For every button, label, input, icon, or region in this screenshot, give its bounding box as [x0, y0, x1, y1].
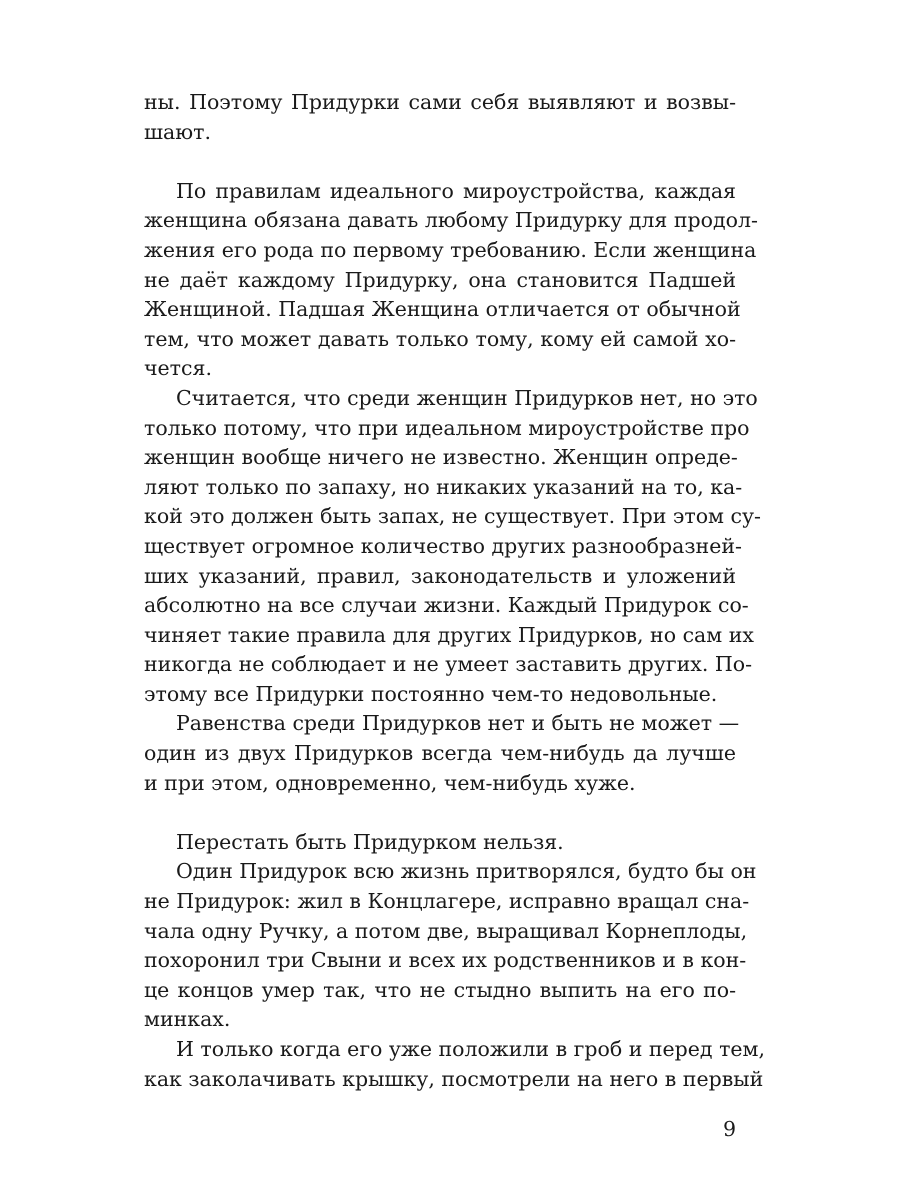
text-line: не Придурок: жил в Концлагере, исправно вращал сна-	[144, 889, 750, 914]
text-line: ших указаний, правил, законодательств и уложений	[144, 563, 736, 588]
text-line: Равенства среди Придурков нет и быть не может —	[176, 711, 740, 736]
paragraph	[144, 828, 736, 858]
text-line: ществует огромное количество других разнообразней-	[144, 533, 742, 558]
text-line: Женщиной. Падшая Женщина отличается от обычной	[144, 297, 741, 322]
paragraph	[144, 1035, 766, 1094]
text-line: И только когда его уже положили в гроб и перед тем,	[176, 1037, 766, 1061]
text-line: не даёт каждому Придурку, она становится Падшей	[144, 267, 736, 292]
text-line: этому все Придурки постоянно чем-то недовольные.	[144, 681, 718, 706]
paragraph	[144, 177, 758, 384]
text-line: только потому, что при идеальном мироустройстве про	[144, 415, 750, 440]
body-text	[144, 88, 766, 1094]
section-break	[144, 798, 736, 828]
page-number: 9	[722, 1117, 736, 1141]
text-line: женщин вообще ничего не известно. Женщин опреде-	[144, 445, 738, 470]
text-line: Перестать быть Придурком нельзя.	[176, 829, 564, 854]
text-line: никогда не соблюдает и не умеет заставить других. По-	[144, 652, 753, 677]
text-line: ны. Поэтому Придурки сами себя выявляют и возвы-	[144, 90, 736, 114]
section-break	[144, 147, 736, 177]
text-line: похоронил три Свыни и всех их родственников и в кон-	[144, 948, 747, 973]
text-line: чала одну Ручку, а потом две, выращивал Корнеплоды,	[144, 918, 748, 943]
text-line: и при этом, одновременно, чем-нибудь хуже.	[144, 770, 636, 795]
text-line: Считается, что среди женщин Придурков нет, но это	[176, 385, 758, 410]
text-line: тем, что может давать только тому, кому ей самой хо-	[144, 326, 736, 351]
paragraph	[144, 384, 761, 710]
text-line: один из двух Придурков всегда чем-нибудь да лучше	[144, 741, 736, 766]
paragraph	[144, 709, 740, 798]
text-line: как заколачивать крышку, посмотрели на него в первый	[144, 1066, 764, 1091]
text-line: чется.	[144, 356, 212, 381]
paragraph	[144, 88, 736, 147]
text-line: кой это должен быть запах, не существует. При этом су-	[144, 504, 761, 529]
text-line: чиняет такие правила для других Придурков, но сам их	[144, 622, 754, 647]
text-line: По правилам идеального мироустройства, каждая	[176, 178, 736, 203]
text-line: ляют только по запаху, но никаких указаний на то, ка-	[144, 474, 743, 499]
text-line: Один Придурок всю жизнь притворялся, будто бы он	[176, 859, 757, 884]
text-line: минках.	[144, 1007, 231, 1032]
text-line: шают.	[144, 119, 211, 144]
text-line: жения его рода по первому требованию. Если женщина	[144, 237, 757, 262]
text-line: абсолютно на все случаи жизни. Каждый Придурок со-	[144, 593, 749, 618]
text-line: це концов умер так, что не стыдно выпить на его по-	[144, 977, 736, 1002]
text-line: женщина обязана давать любому Придурку для продол-	[144, 208, 758, 233]
paragraph	[144, 857, 757, 1035]
